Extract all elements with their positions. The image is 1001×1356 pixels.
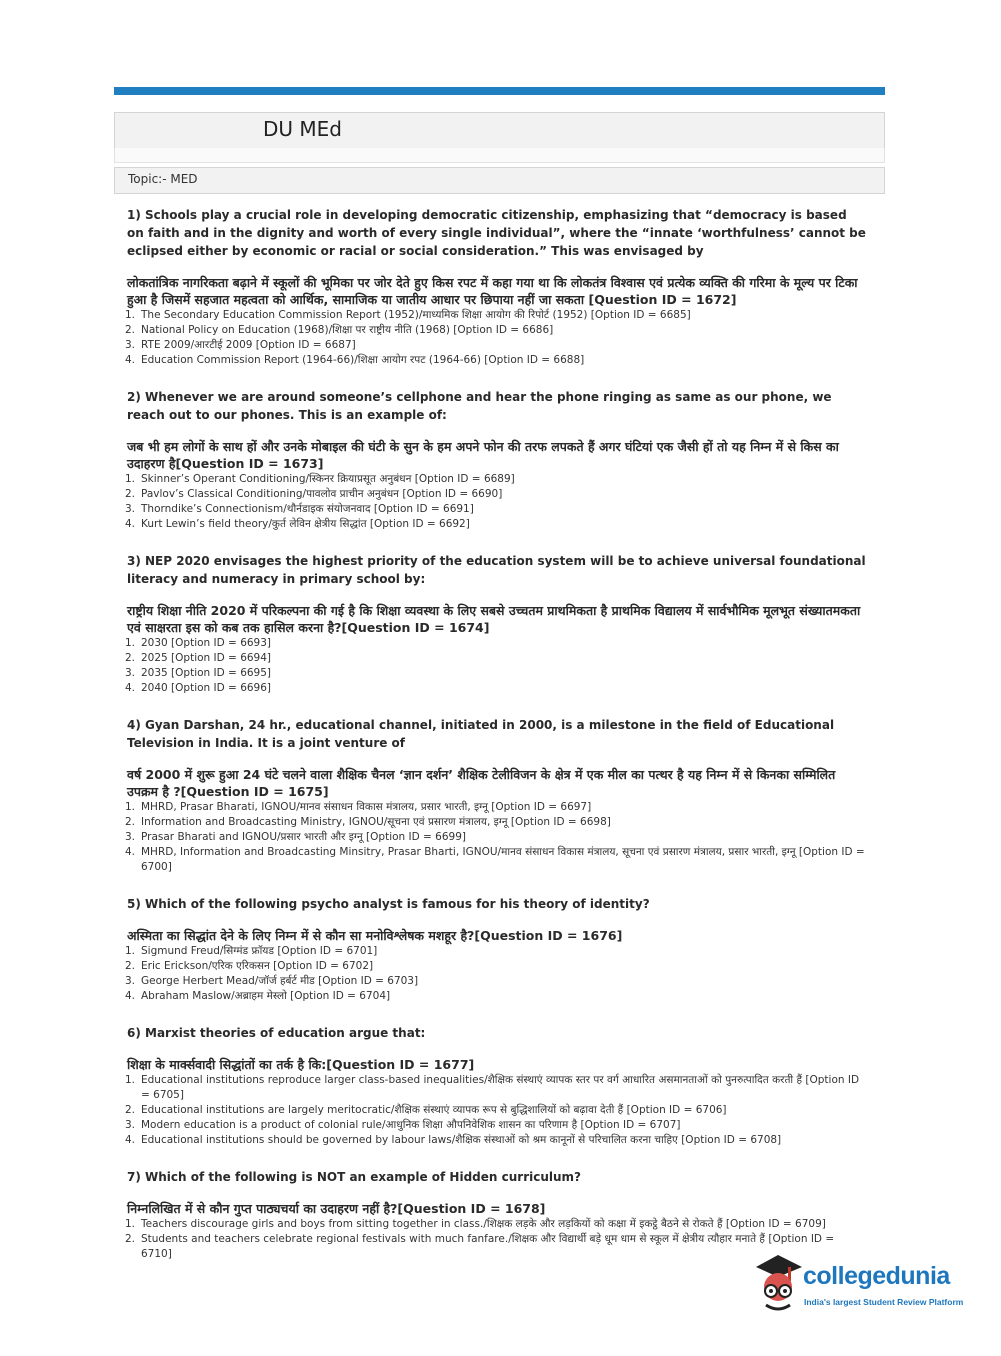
top-accent-bar [114, 87, 885, 95]
option-item [127, 1217, 867, 1232]
question-block [127, 552, 867, 696]
option-number: 3. [125, 831, 136, 843]
option-item [127, 651, 867, 666]
option-text: RTE 2009/आरटीई 2009 [Option ID = 6687] [141, 339, 356, 351]
question-text-hindi: वर्ष 2000 में शुरू हुआ 24 घंटे चलने वाला शैक्षिक चैनल ‘ज्ञान दर्शन’ शैक्षिक टेलीविजन के क्षेत्र में एक मील का पत्थर है यह निम्न में से किनका सम्मिलित उपक्रम है ?[Question ID = 1675] [127, 767, 836, 799]
option-text: 2030 [Option ID = 6693] [141, 637, 272, 649]
option-item [127, 487, 867, 502]
option-text: Pavlov’s Classical Conditioning/पावलोव प्राचीन अनुबंधन [Option ID = 6690] [141, 488, 503, 500]
option-number: 2. [125, 1233, 136, 1245]
option-number: 2. [125, 324, 136, 336]
question-block [127, 895, 867, 1004]
question-text-english: 3) NEP 2020 envisages the highest priority of the education system will be to achieve universal foundational literacy and numeracy in primary school by: [127, 554, 866, 586]
logo-wordmark: collegedunia [803, 1262, 950, 1290]
question-text-hindi: लोकतांत्रिक नागरिकता बढ़ाने में स्कूलों की भूमिका पर जोर देते हुए किस रपट में कहा गया था कि लोकतंत्र विश्वास एवं प्रत्येक व्यक्ति की गरिमा के मूल्य पर टिका हुआ है जिसमें सहजात महत्वता को आर्थिक, सामाजिक या जातीय आधार पर छिपाया नहीं जा सकता [Question ID = 1672] [127, 275, 858, 307]
option-item [127, 681, 867, 696]
header-spacer-row [114, 148, 885, 163]
option-number: 2. [125, 488, 136, 500]
option-item [127, 323, 867, 338]
question-block [127, 206, 867, 368]
option-item [127, 830, 867, 845]
option-list [127, 636, 867, 696]
option-text: Thorndike’s Connectionism/थौर्नडाइक संयोजनवाद [Option ID = 6691] [141, 503, 474, 515]
option-item [127, 1118, 867, 1133]
option-number: 4. [125, 518, 136, 530]
option-number: 4. [125, 990, 136, 1002]
question-text-english: 5) Which of the following psycho analyst is famous for his theory of identity? [127, 897, 650, 911]
option-number: 1. [125, 473, 136, 485]
option-item [127, 959, 867, 974]
question-text-hindi: शिक्षा के मार्क्सवादी सिद्धांतों का तर्क है कि:[Question ID = 1677] [127, 1057, 475, 1072]
option-text: Abraham Maslow/अब्राहम मेस्लो [Option ID = 6704] [141, 990, 391, 1002]
option-list [127, 944, 867, 1004]
option-item [127, 944, 867, 959]
option-item [127, 472, 867, 487]
option-text: Students and teachers celebrate regional festivals with much fanfare./शिक्षक और विद्यार्थी बड़े धूम धाम से स्कूल में क्षेत्रीय त्यौहार मनाते हैं [Option ID = 6710] [141, 1233, 835, 1260]
option-item [127, 815, 867, 830]
option-number: 4. [125, 846, 136, 858]
option-text: MHRD, Information and Broadcasting Minsitry, Prasar Bharti, IGNOU/मानव संसाधन विकास मंत्रालय, सूचना एवं प्रसारण मंत्रालय, प्रसार भारती, इग्नू [Option ID = 6700] [141, 846, 865, 873]
option-number: 1. [125, 945, 136, 957]
option-number: 4. [125, 682, 136, 694]
option-number: 3. [125, 1119, 136, 1131]
option-text: Educational institutions are largely meritocratic/शैक्षिक संस्थाएं व्यापक रूप से बुद्धिशालियों को बढ़ावा देती हैं [Option ID = 6706] [141, 1104, 727, 1116]
option-item [127, 636, 867, 651]
exam-title: DU MEd [263, 117, 342, 141]
option-number: 1. [125, 1074, 136, 1086]
question-text-hindi: अस्मिता का सिद्धांत देने के लिए निम्न में से कौन सा मनोविश्लेषक मशहूर है?[Question ID = 1676] [127, 928, 623, 943]
option-item [127, 989, 867, 1004]
option-number: 3. [125, 339, 136, 351]
option-number: 2. [125, 960, 136, 972]
option-item [127, 502, 867, 517]
option-text: Prasar Bharati and IGNOU/प्रसार भारती और इग्नू [Option ID = 6699] [141, 831, 466, 843]
option-number: 3. [125, 667, 136, 679]
option-item [127, 338, 867, 353]
question-list [127, 200, 867, 1282]
question-text-hindi: राष्ट्रीय शिक्षा नीति 2020 में परिकल्पना की गई है कि शिक्षा व्यवस्था के लिए सबसे उच्चतम प्राथमिकता है प्राथमिक विद्यालय में सार्वभौमिक मूलभूत संख्यातमकता एवं साक्षरता इस को कब तक हासिल करना है?[Question ID = 1674] [127, 603, 861, 635]
option-item [127, 974, 867, 989]
option-number: 2. [125, 652, 136, 664]
option-text: Skinner’s Operant Conditioning/स्किनर क्रियाप्रसूत अनुबंधन [Option ID = 6689] [141, 473, 515, 485]
option-item [127, 1073, 867, 1103]
option-number: 2. [125, 1104, 136, 1116]
option-text: 2025 [Option ID = 6694] [141, 652, 272, 664]
option-number: 3. [125, 503, 136, 515]
option-number: 1. [125, 309, 136, 321]
option-number: 4. [125, 354, 136, 366]
option-number: 3. [125, 975, 136, 987]
option-text: Educational institutions reproduce larger class-based inequalities/शैक्षिक संस्थाएं व्यापक स्तर पर वर्ग आधारित असमानताओं को पुनरुत्पादित करती हैं [Option ID = 6705] [141, 1074, 860, 1101]
logo-tagline: India's largest Student Review Platform [804, 1297, 964, 1307]
option-number: 1. [125, 801, 136, 813]
option-text: National Policy on Education (1968)/शिक्षा पर राष्ट्रीय नीति (1968) [Option ID = 6686] [141, 324, 554, 336]
question-block [127, 716, 867, 875]
question-text-english: 2) Whenever we are around someone’s cellphone and hear the phone ringing as same as our phone, we reach out to our phones. This is an example of: [127, 390, 832, 422]
option-text: 2035 [Option ID = 6695] [141, 667, 272, 679]
option-text: George Herbert Mead/जॉर्ज हर्बर्ट मीड [Option ID = 6703] [141, 975, 419, 987]
question-text-english: 4) Gyan Darshan, 24 hr., educational channel, initiated in 2000, is a milestone in the field of Educational Television in India. It is a joint venture of [127, 718, 835, 750]
option-list [127, 1073, 867, 1148]
option-number: 4. [125, 1134, 136, 1146]
option-text: 2040 [Option ID = 6696] [141, 682, 272, 694]
exam-header [114, 112, 885, 150]
option-item [127, 1133, 867, 1148]
option-list [127, 308, 867, 368]
option-list [127, 472, 867, 532]
question-text-english: 6) Marxist theories of education argue that: [127, 1026, 426, 1040]
option-text: The Secondary Education Commission Report (1952)/माध्यमिक शिक्षा आयोग की रिपोर्ट (1952) [Option ID = 6685] [141, 309, 691, 321]
collegedunia-logo [748, 1248, 973, 1318]
option-list [127, 800, 867, 875]
question-text-hindi: जब भी हम लोगों के साथ हों और उनके मोबाइल की घंटी के सुन के हम अपने फोन की तरफ लपकते हैं अगर घंटियां एक जैसी हों तो यह निम्न में से किस का उदाहरण है[Question ID = 1673] [127, 439, 839, 471]
option-item [127, 666, 867, 681]
question-text-english: 1) Schools play a crucial role in developing democratic citizenship, emphasizing that “democracy is based on faith and in the dignity and worth of every single individual”, where the “innate ‘worthfulness’ cannot be eclipsed either by economic or racial or social consideration.” This was envisaged by [127, 208, 866, 258]
option-text: Eric Erickson/एरिक एरिकसन [Option ID = 6702] [141, 960, 374, 972]
option-text: Education Commission Report (1964-66)/शिक्षा आयोग रपट (1964-66) [Option ID = 6688] [141, 354, 585, 366]
option-text: Teachers discourage girls and boys from sitting together in class./शिक्षक लड़के और लड़कियों को कक्षा में इकट्ठे बैठने से रोकते हैं [Option ID = 6709] [141, 1218, 826, 1230]
mascot-icon [748, 1253, 806, 1313]
option-text: MHRD, Prasar Bharati, IGNOU/मानव संसाधन विकास मंत्रालय, प्रसार भारती, इग्नू [Option ID = 6697] [141, 801, 592, 813]
option-item [127, 353, 867, 368]
option-number: 1. [125, 1218, 136, 1230]
question-text-hindi: निम्नलिखित में से कौन गुप्त पाठ्यचर्या का उदाहरण नहीं है?[Question ID = 1678] [127, 1201, 546, 1216]
option-text: Sigmund Freud/सिग्मंड फ्रॉयड [Option ID = 6701] [141, 945, 378, 957]
topic-row [114, 167, 885, 194]
option-text: Educational institutions should be governed by labour laws/शैक्षिक संस्थाओं को श्रम कानूनों से परिचालित करना चाहिए [Option ID = 6708] [141, 1134, 782, 1146]
question-block [127, 388, 867, 532]
option-item [127, 845, 867, 875]
question-block [127, 1024, 867, 1148]
question-text-english: 7) Which of the following is NOT an example of Hidden curriculum? [127, 1170, 582, 1184]
option-text: Kurt Lewin’s field theory/कुर्त लेविन क्षेत्रीय सिद्धांत [Option ID = 6692] [141, 518, 470, 530]
option-item [127, 308, 867, 323]
option-text: Information and Broadcasting Ministry, IGNOU/सूचना एवं प्रसारण मंत्रालय, इग्नू [Option ID = 6698] [141, 816, 611, 828]
option-item [127, 517, 867, 532]
topic-label: Topic:- MED [128, 172, 198, 186]
option-item [127, 800, 867, 815]
option-text: Modern education is a product of colonial rule/आधुनिक शिक्षा औपनिवेशिक शासन का परिणाम है [Option ID = 6707] [141, 1119, 681, 1131]
option-item [127, 1103, 867, 1118]
option-number: 2. [125, 816, 136, 828]
option-number: 1. [125, 637, 136, 649]
